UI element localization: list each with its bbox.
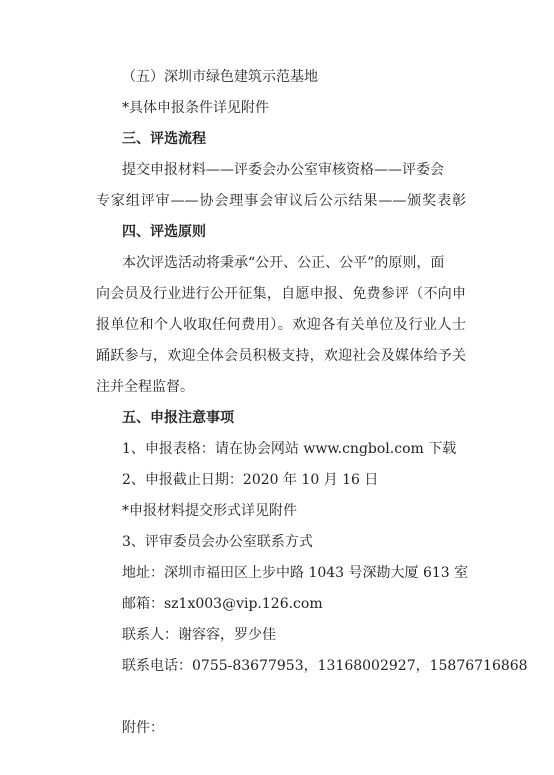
- section-heading-principles: 四、评选原则: [122, 224, 206, 240]
- contact-email: 邮箱：sz1x003@vip.126.com: [122, 596, 323, 612]
- principles-text-2: 向会员及行业进行公开征集，自愿申报、免费参评（不向申: [96, 286, 466, 302]
- attachment-label: 附件：: [122, 720, 164, 736]
- section-heading-notes: 五、申报注意事项: [122, 410, 234, 426]
- contact-address: 地址：深圳市福田区上步中路 1043 号深勘大厦 613 室: [122, 565, 469, 581]
- note-conditions-attachment: *具体申报条件详见附件: [122, 100, 269, 116]
- principles-text-4: 踊跃参与，欢迎全体会员积极支持，欢迎社会及媒体给予关: [96, 348, 466, 364]
- process-text-1: 提交申报材料——评委会办公室审核资格——评委会: [122, 162, 444, 178]
- section-heading-process: 三、评选流程: [122, 131, 206, 147]
- contact-phones: 联系电话：0755-83677953，13168002927，15876716868: [122, 658, 528, 674]
- item-shenzhen-demo-base: （五）深圳市绿色建筑示范基地: [122, 69, 318, 85]
- principles-text-3: 报单位和个人收取任何费用）。欢迎各有关单位及行业人士: [96, 317, 466, 333]
- note-contact-heading: 3、评审委员会办公室联系方式: [122, 534, 313, 550]
- process-text-2: 专家组评审——协会理事会审议后公示结果——颁奖表彰: [96, 193, 466, 209]
- principles-text-5: 注并全程监督。: [96, 379, 194, 395]
- note-deadline: 2、申报截止日期：2020 年 10 月 16 日: [122, 472, 379, 488]
- contact-persons: 联系人：谢容容，罗少佳: [122, 627, 276, 643]
- note-submission-format: *申报材料提交形式详见附件: [122, 503, 297, 519]
- note-form-download: 1、申报表格：请在协会网站 www.cngbol.com 下载: [122, 441, 457, 457]
- principles-text-1: 本次评选活动将秉承“公开、公正、公平”的原则，面: [122, 255, 445, 271]
